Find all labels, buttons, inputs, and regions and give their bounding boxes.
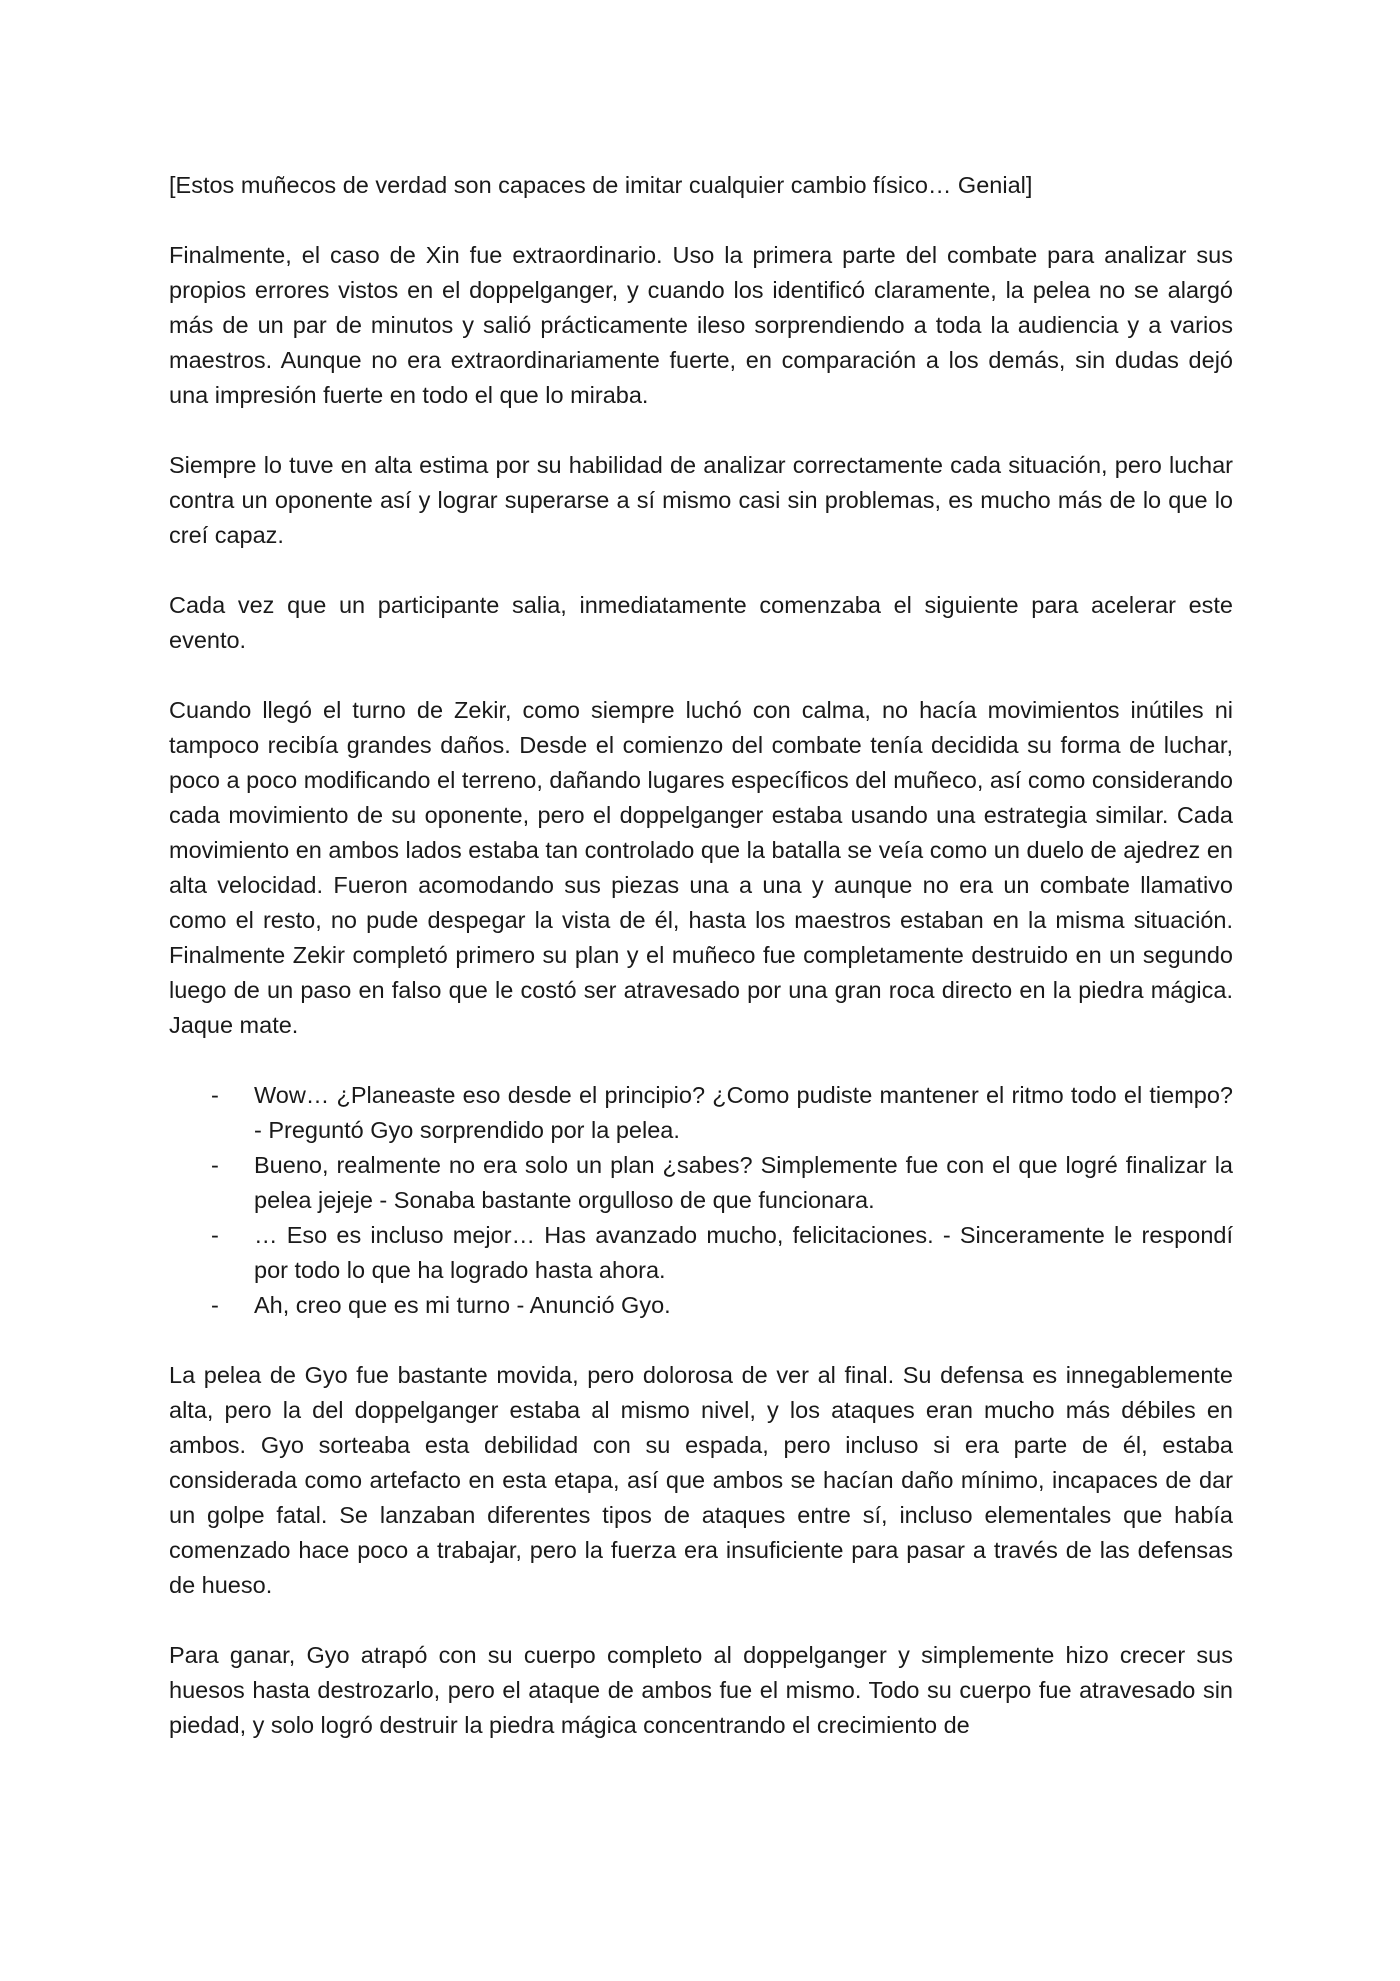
dialogue-line	[169, 1288, 1233, 1323]
dialogue-line	[169, 1078, 1233, 1148]
paragraph-participante: Cada vez que un participante salia, inmediatamente comenzaba el siguiente para acelerar este evento.	[169, 592, 1233, 653]
dialogue-dash: -	[211, 1152, 219, 1178]
paragraph-estima: Siempre lo tuve en alta estima por su habilidad de analizar correctamente cada situación, pero luchar contra un oponente así y lograr superarse a sí mismo casi sin problemas, es mucho más de lo que lo creí capaz.	[169, 452, 1233, 548]
dialogue-line	[169, 1148, 1233, 1218]
paragraph-intro: [Estos muñecos de verdad son capaces de imitar cualquier cambio físico… Genial]	[169, 172, 1033, 198]
dialogue-dash: -	[211, 1082, 219, 1108]
dialogue-dash: -	[211, 1292, 219, 1318]
dialogue-list	[169, 1078, 1233, 1323]
document-body	[169, 168, 1233, 1778]
paragraph-gyo-fight: La pelea de Gyo fue bastante movida, pero dolorosa de ver al final. Su defensa es innegablemente alta, pero la del doppelganger estaba al mismo nivel, y los ataques eran mucho más débiles en ambos. Gyo sorteaba esta debilidad con su espada, pero incluso si era parte de él, estaba considerada como artefacto en esta etapa, así que ambos se hacían daño mínimo, incapaces de dar un golpe fatal. Se lanzaban diferentes tipos de ataques entre sí, incluso elementales que había comenzado hace poco a trabajar, pero la fuerza era insuficiente para pasar a través de las defensas de hueso.	[169, 1362, 1233, 1598]
dialogue-text: Wow… ¿Planeaste eso desde el principio? ¿Como pudiste mantener el ritmo todo el tiempo? - Preguntó Gyo sorprendido por la pelea.	[254, 1082, 1233, 1143]
paragraph-xin: Finalmente, el caso de Xin fue extraordinario. Uso la primera parte del combate para analizar sus propios errores vistos en el doppelganger, y cuando los identificó claramente, la pelea no se alargó más de un par de minutos y salió prácticamente ileso sorprendiendo a toda la audiencia y a varios maestros. Aunque no era extraordinariamente fuerte, en comparación a los demás, sin dudas dejó una impresión fuerte en todo el que lo miraba.	[169, 242, 1233, 408]
paragraph-gyo-win: Para ganar, Gyo atrapó con su cuerpo completo al doppelganger y simplemente hizo crecer sus huesos hasta destrozarlo, pero el ataque de ambos fue el mismo. Todo su cuerpo fue atravesado sin piedad, y solo logró destruir la piedra mágica concentrando el crecimiento de	[169, 1642, 1233, 1738]
dialogue-dash: -	[211, 1222, 219, 1248]
paragraph-zekir: Cuando llegó el turno de Zekir, como siempre luchó con calma, no hacía movimientos inútiles ni tampoco recibía grandes daños. Desde el comienzo del combate tenía decidida su forma de luchar, poco a poco modificando el terreno, dañando lugares específicos del muñeco, así como considerando cada movimiento de su oponente, pero el doppelganger estaba usando una estrategia similar. Cada movimiento en ambos lados estaba tan controlado que la batalla se veía como un duelo de ajedrez en alta velocidad. Fueron acomodando sus piezas una a una y aunque no era un combate llamativo como el resto, no pude despegar la vista de él, hasta los maestros estaban en la misma situación. Finalmente Zekir completó primero su plan y el muñeco fue completamente destruido en un segundo luego de un paso en falso que le costó ser atravesado por una gran roca directo en la piedra mágica. Jaque mate.	[169, 697, 1233, 1038]
dialogue-text: Bueno, realmente no era solo un plan ¿sabes? Simplemente fue con el que logré finalizar la pelea jejeje - Sonaba bastante orgulloso de que funcionara.	[254, 1152, 1233, 1213]
dialogue-text: Ah, creo que es mi turno - Anunció Gyo.	[254, 1292, 671, 1318]
dialogue-line	[169, 1218, 1233, 1288]
dialogue-text: … Eso es incluso mejor… Has avanzado mucho, felicitaciones. - Sinceramente le respondí por todo lo que ha logrado hasta ahora.	[254, 1222, 1233, 1283]
